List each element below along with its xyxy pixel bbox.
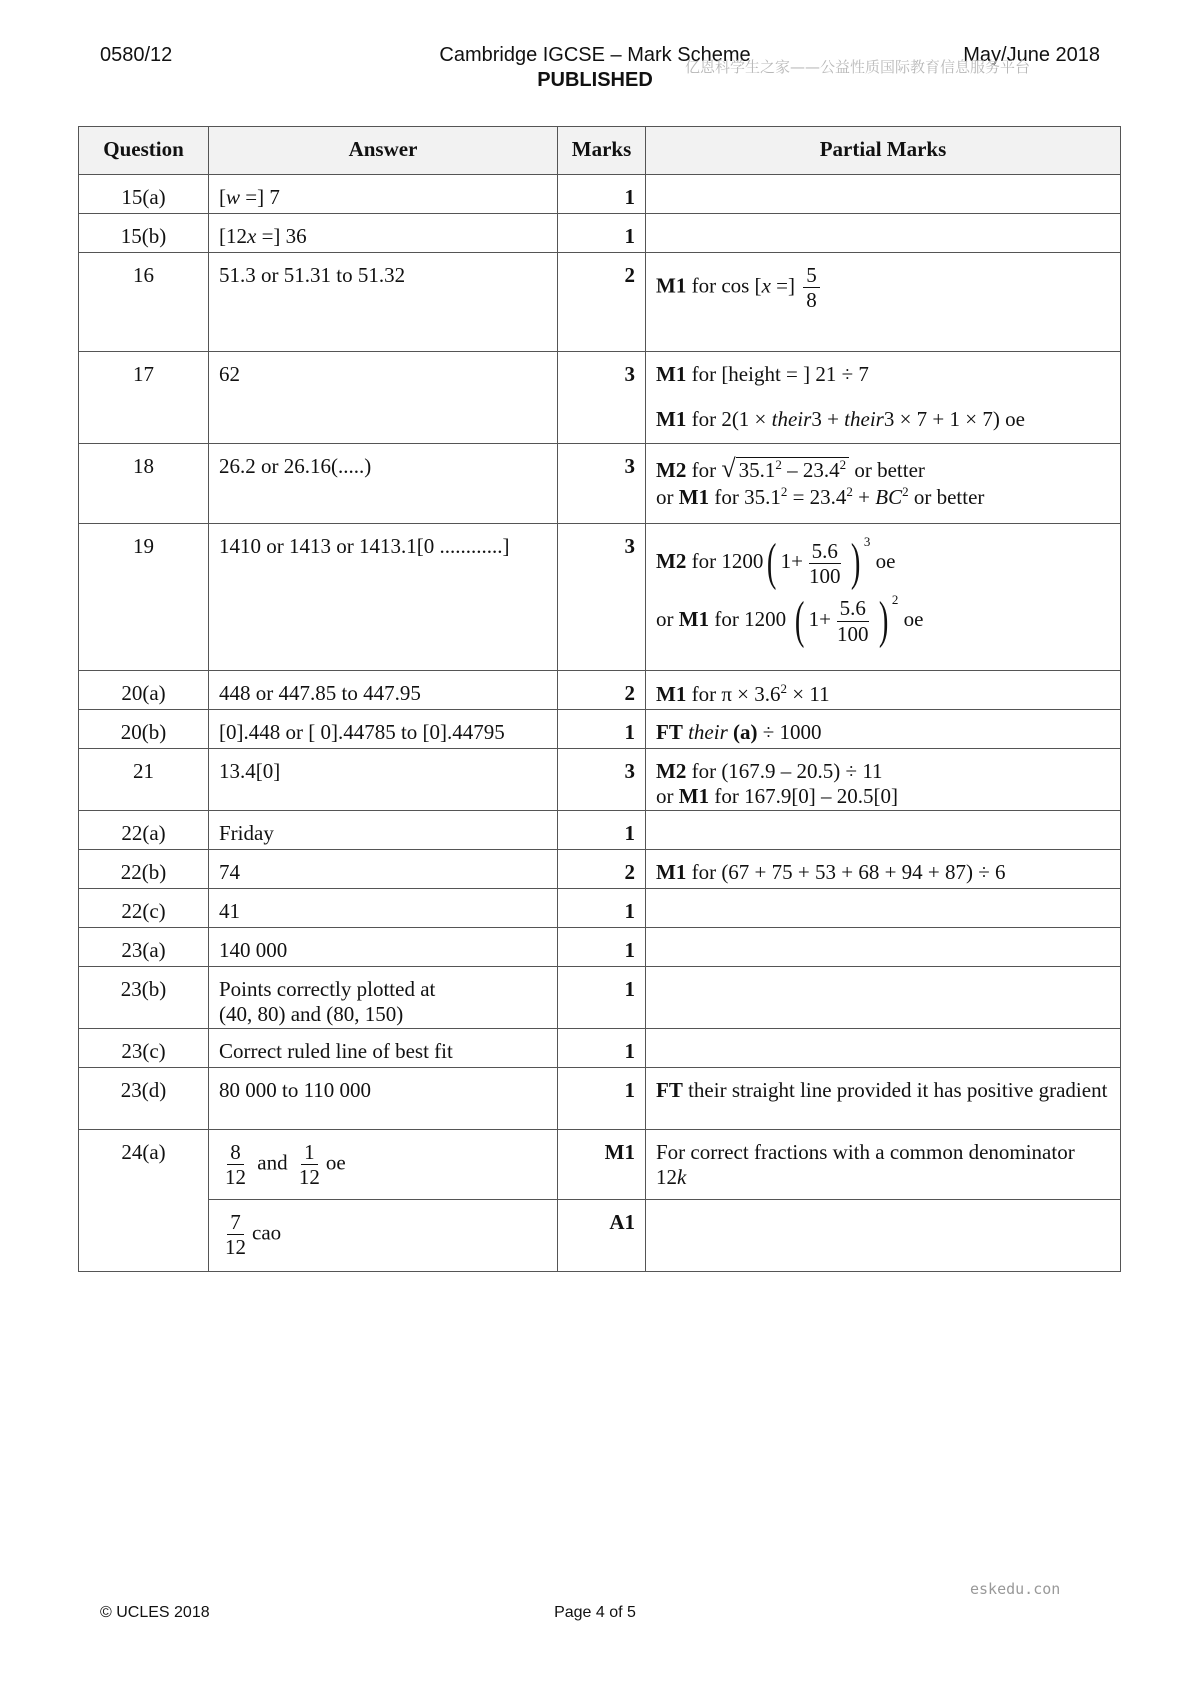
marks-cell: 3 <box>558 444 646 524</box>
marks-cell: A1 <box>558 1200 646 1272</box>
marks-cell: 1 <box>558 175 646 214</box>
partial-marks-cell: M2 for √ 35.1$^2$ – 23.4$^2$ or better or M1 for $35.1^2 = 23.4^2 + BC^2$ or better <box>646 444 1121 524</box>
partial-marks-cell: M2 for 1200( 1+ $\frac{5.6}{100}$ ) $^3$ oe or M1 for 1200 ( 1+ $\frac{5.6}{100}$ ) $^2$ oe <box>646 524 1121 671</box>
header-answer: Answer <box>209 127 558 175</box>
partial-marks-cell: M1 for [height = ] 21 ÷ 7 M1 for 2(1 × their3 + their3 × 7 + 1 × 7) oe <box>646 352 1121 444</box>
answer-cell: 1410 or 1413 or 1413.1[0 ............] <box>209 524 558 671</box>
question-cell: 20(b) <box>79 710 209 749</box>
partial-marks-cell <box>646 928 1121 967</box>
answer-cell: 74 <box>209 850 558 889</box>
fraction: $\frac{5.6}{100}$ <box>837 596 869 646</box>
table-header-row <box>79 127 1121 175</box>
table-row <box>79 524 1121 671</box>
marks-cell: 1 <box>558 889 646 928</box>
table-row <box>79 928 1121 967</box>
header-marks: Marks <box>558 127 646 175</box>
partial-marks-cell: FT their straight line provided it has positive gradient <box>646 1068 1121 1130</box>
partial-marks-cell <box>646 175 1121 214</box>
table-row <box>79 967 1121 1029</box>
answer-cell: 51.3 or 51.31 to 51.32 <box>209 253 558 352</box>
table-row <box>79 850 1121 889</box>
marks-cell: 3 <box>558 524 646 671</box>
marks-cell: 1 <box>558 1068 646 1130</box>
table-row <box>79 1130 1121 1200</box>
question-cell: 20(a) <box>79 671 209 710</box>
answer-cell: 80 000 to 110 000 <box>209 1068 558 1130</box>
question-cell: 15(a) <box>79 175 209 214</box>
question-cell: 23(d) <box>79 1068 209 1130</box>
header-question: Question <box>79 127 209 175</box>
answer-cell: 26.2 or 26.16(.....) <box>209 444 558 524</box>
table-row <box>79 811 1121 850</box>
question-cell: 23(c) <box>79 1029 209 1068</box>
question-cell: 17 <box>79 352 209 444</box>
table-row <box>79 214 1121 253</box>
answer-cell: 62 <box>209 352 558 444</box>
fraction: $\frac{5}{8}$ <box>803 263 820 312</box>
page-number: Page 4 of 5 <box>554 1604 636 1621</box>
published-label: PUBLISHED <box>537 69 653 91</box>
partial-marks-cell <box>646 1200 1121 1272</box>
marks-cell: M1 <box>558 1130 646 1200</box>
partial-marks-cell: For correct fractions with a common denominator 12k <box>646 1130 1121 1200</box>
partial-marks-cell: FT their (a) ÷ 1000 <box>646 710 1121 749</box>
table-row <box>79 749 1121 811</box>
partial-marks-cell <box>646 1029 1121 1068</box>
question-cell: 22(b) <box>79 850 209 889</box>
table-row <box>79 1068 1121 1130</box>
question-cell: 23(b) <box>79 967 209 1029</box>
answer-cell: $\frac{7}{12}$ cao <box>209 1200 558 1272</box>
question-cell: 23(a) <box>79 928 209 967</box>
exam-session: May/June 2018 <box>963 44 1100 66</box>
fraction: $\frac{7}{12}$ <box>225 1210 246 1260</box>
fraction: $\frac{8}{12}$ <box>225 1140 246 1190</box>
marks-cell: 1 <box>558 967 646 1029</box>
partial-marks-cell <box>646 811 1121 850</box>
question-cell: 16 <box>79 253 209 352</box>
mark-scheme-title: Cambridge IGCSE – Mark Scheme <box>439 44 751 66</box>
answer-cell: 448 or 447.85 to 447.95 <box>209 671 558 710</box>
marks-cell: 1 <box>558 710 646 749</box>
marks-cell: 1 <box>558 811 646 850</box>
answer-cell: 41 <box>209 889 558 928</box>
marks-cell: 2 <box>558 850 646 889</box>
answer-cell: Correct ruled line of best fit <box>209 1029 558 1068</box>
table-row <box>79 889 1121 928</box>
partial-marks-cell: M2 for (167.9 – 20.5) ÷ 11 or M1 for 167.9[0] – 20.5[0] <box>646 749 1121 811</box>
marks-cell: 1 <box>558 214 646 253</box>
partial-marks-cell <box>646 967 1121 1029</box>
fraction: $\frac{5.6}{100}$ <box>809 538 841 588</box>
answer-cell: [w =] 7 <box>209 175 558 214</box>
table-row <box>79 671 1121 710</box>
partial-marks-cell: M1 for $\pi \times 3.6^2 \times 11$ <box>646 671 1121 710</box>
table-row <box>79 1029 1121 1068</box>
partial-marks-cell: M1 for (67 + 75 + 53 + 68 + 94 + 87) ÷ 6 <box>646 850 1121 889</box>
question-cell: 22(a) <box>79 811 209 850</box>
question-cell: 21 <box>79 749 209 811</box>
answer-cell: [12x =] 36 <box>209 214 558 253</box>
fraction: $\frac{1}{12}$ <box>298 1140 320 1190</box>
marks-cell: 2 <box>558 253 646 352</box>
site-watermark: eskedu.con <box>970 1580 1061 1598</box>
table-row <box>79 710 1121 749</box>
answer-cell: Points correctly plotted at (40, 80) and (80, 150) <box>209 967 558 1029</box>
square-root: √ 35.1$^2$ – 23.4$^2$ <box>721 454 849 484</box>
header-partial-marks: Partial Marks <box>646 127 1121 175</box>
marks-cell: 2 <box>558 671 646 710</box>
question-cell: 15(b) <box>79 214 209 253</box>
marks-cell: 1 <box>558 928 646 967</box>
question-cell: 19 <box>79 524 209 671</box>
question-cell: 18 <box>79 444 209 524</box>
answer-cell: Friday <box>209 811 558 850</box>
table-row <box>79 352 1121 444</box>
partial-marks-cell <box>646 889 1121 928</box>
table-row <box>79 1200 1121 1272</box>
copyright: © UCLES 2018 <box>100 1604 210 1621</box>
mark-scheme-table <box>78 126 1121 1272</box>
partial-marks-cell: M1 for cos [x =] $\frac{5}{8}$ <box>646 253 1121 352</box>
answer-cell: $\frac{8}{12}$ and $\frac{1}{12}$ oe <box>209 1130 558 1200</box>
marks-cell: 1 <box>558 1029 646 1068</box>
question-cell: 24(a) <box>79 1130 209 1272</box>
answer-cell: [0].448 or [ 0].44785 to [0].44795 <box>209 710 558 749</box>
answer-cell: 13.4[0] <box>209 749 558 811</box>
marks-cell: 3 <box>558 352 646 444</box>
table-row <box>79 175 1121 214</box>
answer-cell: 140 000 <box>209 928 558 967</box>
question-cell: 22(c) <box>79 889 209 928</box>
partial-marks-cell <box>646 214 1121 253</box>
table-row <box>79 253 1121 352</box>
marks-cell: 3 <box>558 749 646 811</box>
table-row <box>79 444 1121 524</box>
watermark-text: 亿恩科学生之家——公益性质国际教育信息服务平台 <box>685 58 1031 76</box>
paper-code: 0580/12 <box>100 44 173 66</box>
